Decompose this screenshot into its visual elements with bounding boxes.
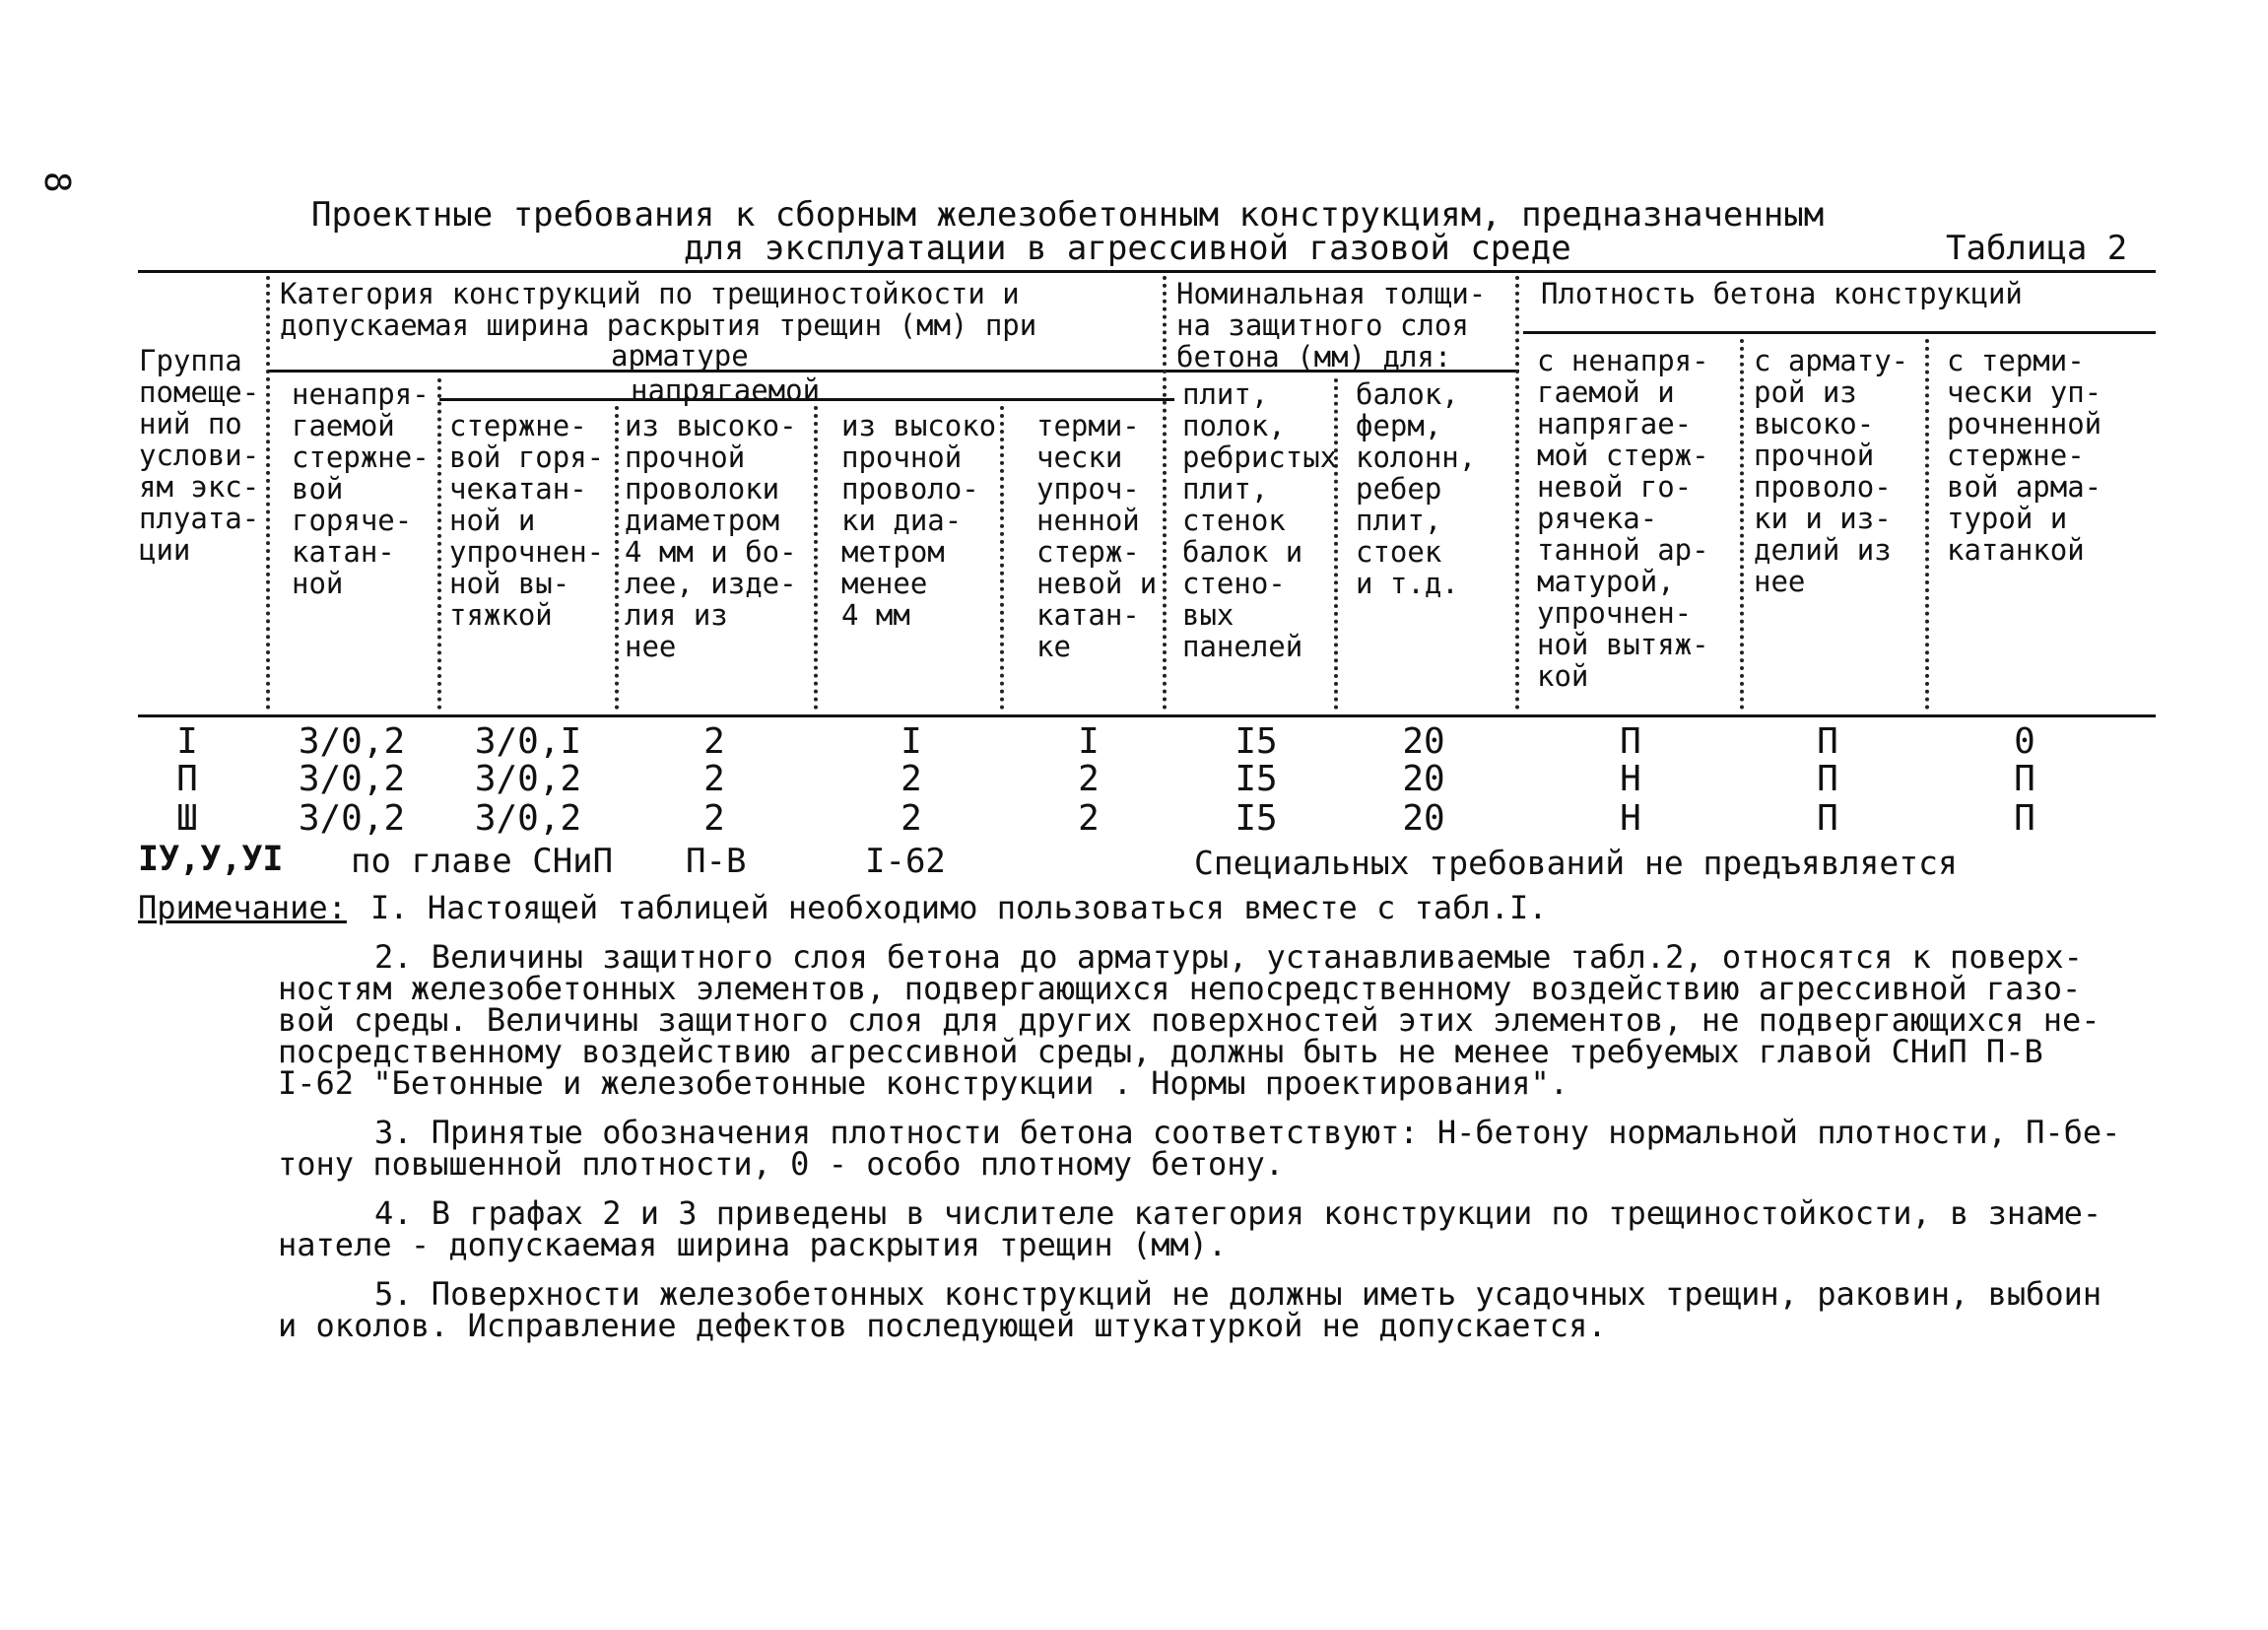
note-2-line1: 2. Величины защитного слоя бетона до арматуры, устанавливаемые табл.2, относятся к поверх- bbox=[374, 938, 2083, 976]
header-stressed: напрягаемой bbox=[631, 374, 821, 407]
header-stressed-rebar: стержне- вой горя- чекатан- ной и упрочнен- ной вы- тяжкой bbox=[449, 409, 605, 632]
col-sep bbox=[1163, 276, 1167, 710]
note-3-line1: 3. Принятые обозначения плотности бетона соответствуют: Н-бетону нормальной плотности, П-бе- bbox=[374, 1114, 2121, 1151]
header-group: Группа помеще- ний по услови- ям экс- плуата- ции bbox=[139, 344, 260, 567]
note-5-line1: 5. Поверхности железобетонных конструкций не должны иметь усадочных трещин, раковин, выбоин bbox=[374, 1275, 2102, 1313]
page-number: 8 bbox=[36, 171, 77, 193]
cell-cover-slabs: I5 bbox=[1234, 798, 1278, 839]
cell-wire-small: 2 bbox=[901, 759, 922, 799]
table-header-bottom-rule bbox=[138, 714, 2156, 717]
col-sep bbox=[1740, 339, 1744, 710]
density-sub-rule bbox=[1523, 331, 2156, 334]
cell-cover-slabs: I5 bbox=[1234, 721, 1278, 762]
cell-snip-part: П-В bbox=[686, 842, 747, 881]
cell-density-rebar: Н bbox=[1620, 798, 1641, 839]
cell-non-stressed: 3/0,2 bbox=[298, 798, 406, 839]
cell-group: П bbox=[176, 759, 198, 799]
col-sep bbox=[1515, 276, 1519, 710]
cell-stressed-rebar: 3/0,2 bbox=[474, 759, 582, 799]
col-sep bbox=[1925, 339, 1929, 710]
cell-non-stressed: 3/0,2 bbox=[298, 759, 406, 799]
table-top-rule bbox=[138, 270, 2156, 273]
note-4-line1: 4. В графах 2 и 3 приведены в числителе категория конструкции по трещиностойкости, в знаме- bbox=[374, 1194, 2102, 1232]
cell-wire-large: 2 bbox=[703, 721, 725, 762]
note-label: Примечание: bbox=[138, 889, 347, 926]
note-2-line2: ностям железобетонных элементов, подвергающихся непосредственному воздействию агрессивной газо- bbox=[278, 970, 2082, 1007]
cell-no-requirements: Специальных требований не предъявляется bbox=[1194, 844, 1958, 882]
cell-wire-large: 2 bbox=[703, 798, 725, 839]
cell-density-thermal: П bbox=[2014, 798, 2035, 839]
col-sep bbox=[266, 276, 270, 710]
cell-snip-chapter: I-62 bbox=[865, 842, 946, 881]
cell-snip-ref: по главе СНиП bbox=[351, 842, 614, 881]
note-4-line2: нателе - допускаемая ширина раскрытия трещин (мм). bbox=[278, 1226, 1228, 1263]
cell-group: IУ,У,УI bbox=[138, 840, 284, 879]
cell-wire-large: 2 bbox=[703, 759, 725, 799]
note-5-line2: и околов. Исправление дефектов последующей штукатуркой не допускается. bbox=[278, 1307, 1607, 1344]
cell-stressed-rebar: 3/0,2 bbox=[474, 798, 582, 839]
header-stressed-thermal: терми- чески упроч- ненной стерж- невой и катан- ке bbox=[1036, 409, 1158, 663]
cell-wire-small: 2 bbox=[901, 798, 922, 839]
header-cover-beams: балок, ферм, колонн, ребер плит, стоек и т.д. bbox=[1356, 377, 1477, 600]
col-sep bbox=[814, 406, 818, 710]
table-title-line1: Проектные требования к сборным железобетонным конструкциям, предназначенным bbox=[311, 195, 1825, 235]
cell-cover-slabs: I5 bbox=[1234, 759, 1278, 799]
cell-thermal: 2 bbox=[1078, 759, 1100, 799]
cell-density-wire: П bbox=[1817, 759, 1838, 799]
cell-cover-beams: 20 bbox=[1402, 798, 1445, 839]
cell-density-wire: П bbox=[1817, 721, 1838, 762]
table-title-line2: для эксплуатации в агрессивной газовой среде bbox=[684, 229, 1571, 268]
note-2-line4: посредственному воздействию агрессивной среды, должны быть не менее требуемых главой СНиП П-В bbox=[278, 1033, 2043, 1070]
cell-density-wire: П bbox=[1817, 798, 1838, 839]
header-armature: арматуре bbox=[611, 339, 749, 373]
note-3-line2: тону повышенной плотности, 0 - особо плотному бетону. bbox=[278, 1145, 1285, 1183]
col-sep bbox=[1000, 406, 1004, 710]
cell-non-stressed: 3/0,2 bbox=[298, 721, 406, 762]
cell-density-rebar: Н bbox=[1620, 759, 1641, 799]
cell-density-thermal: П bbox=[2014, 759, 2035, 799]
note-2-line5: I-62 "Бетонные и железобетонные конструкции . Нормы проектирования". bbox=[278, 1064, 1569, 1102]
cell-density-rebar: П bbox=[1620, 721, 1641, 762]
header-density-wire: с армату- рой из высоко- прочной проволо- ки и из- делий из нее bbox=[1754, 344, 1909, 598]
header-density-rebar: с ненапря- гаемой и напрягае- мой стерж- невой го- рячека- танной ар- матурой, упрочнен- ной вытяж- кой bbox=[1537, 344, 1709, 693]
header-category: Категория конструкций по трещиностойкости и допускаемая ширина раскрытия трещин (мм) при bbox=[280, 277, 1037, 342]
cell-wire-small: I bbox=[901, 721, 922, 762]
table-label: Таблица 2 bbox=[1946, 229, 2128, 268]
cell-density-thermal: 0 bbox=[2014, 721, 2035, 762]
cell-thermal: I bbox=[1078, 721, 1100, 762]
cell-group: I bbox=[176, 721, 198, 762]
col-sep bbox=[615, 406, 619, 710]
note-2-line3: вой среды. Величины защитного слоя для других поверхностей этих элементов, не подвергающихся не- bbox=[278, 1001, 2101, 1039]
cell-thermal: 2 bbox=[1078, 798, 1100, 839]
cell-cover-beams: 20 bbox=[1402, 759, 1445, 799]
cell-group: Ш bbox=[176, 798, 198, 839]
cell-cover-beams: 20 bbox=[1402, 721, 1445, 762]
header-stressed-wire-large: из высоко- прочной проволоки диаметром 4 мм и бо- лее, изде- лия из нее bbox=[625, 409, 797, 663]
note-1: I. Настоящей таблицей необходимо пользоваться вместе с табл.I. bbox=[370, 889, 1548, 926]
col-sep bbox=[437, 378, 441, 710]
cell-stressed-rebar: 3/0,I bbox=[474, 721, 582, 762]
header-stressed-wire-small: из высоко прочной проволо- ки диа- метром менее 4 мм bbox=[841, 409, 997, 632]
header-cover: Номинальная толщи- на защитного слоя бетона (мм) для: bbox=[1176, 277, 1487, 374]
header-density-thermal: с терми- чески уп- рочненной стержне- вой арма- турой и катанкой bbox=[1947, 344, 2102, 567]
header-cover-slabs: плит, полок, ребристых плит, стенок балок и стено- вых панелей bbox=[1182, 377, 1338, 663]
header-non-stressed: ненапря- гаемой стержне- вой горяче- катан- ной bbox=[292, 377, 430, 600]
header-density: Плотность бетона конструкций bbox=[1541, 277, 2023, 310]
